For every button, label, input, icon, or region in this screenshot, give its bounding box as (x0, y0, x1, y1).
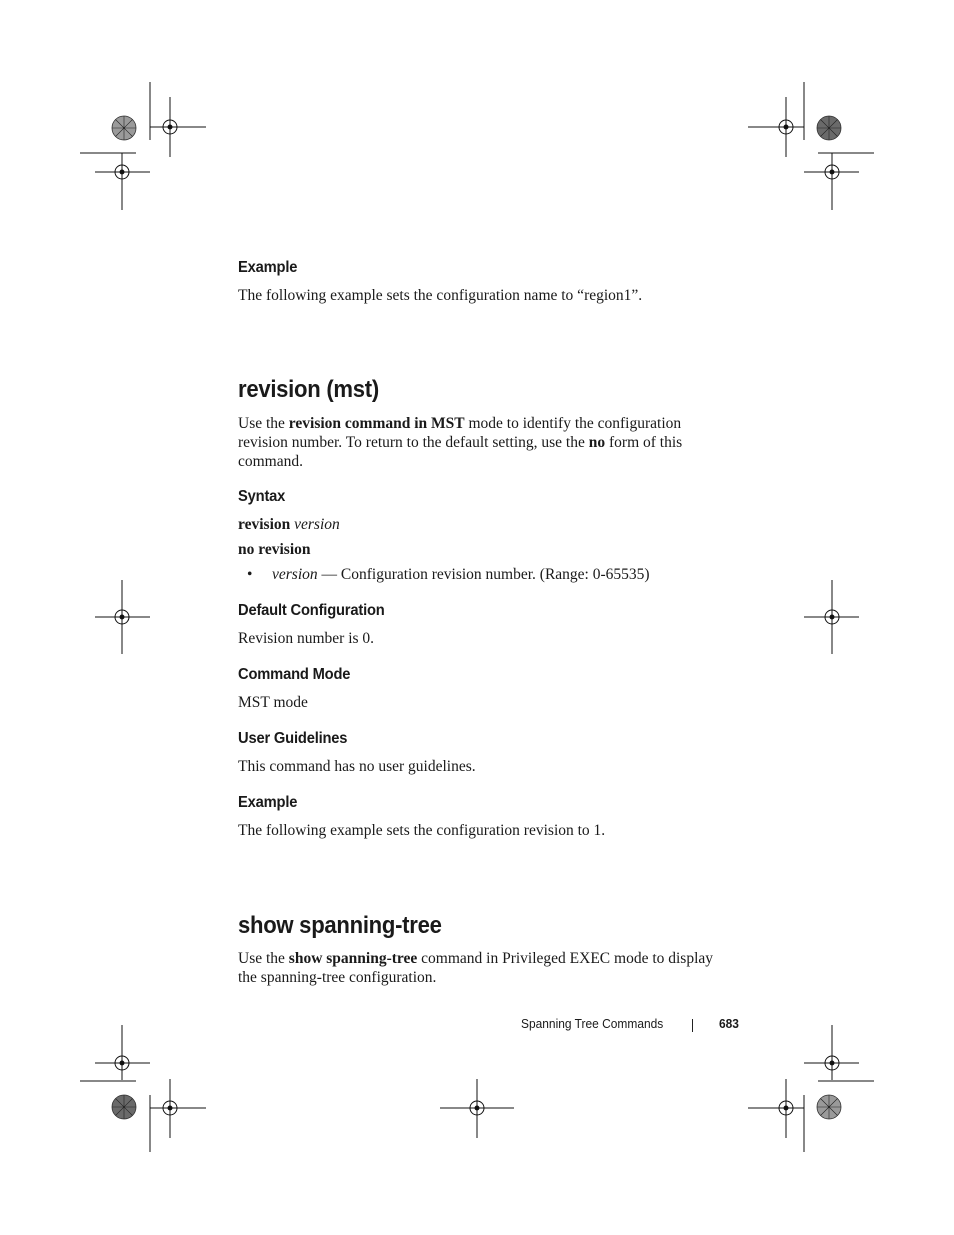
example-heading: Example (238, 259, 298, 276)
command-mode-text: MST mode (238, 694, 308, 711)
show-spanning-tree-cmd: show spanning-tree (288, 950, 418, 967)
syntax-line-1: revision version (238, 516, 340, 533)
no-keyword: no (588, 434, 606, 451)
bullet-icon: • (247, 566, 253, 583)
user-guidelines-heading: User Guidelines (238, 730, 348, 747)
footer-section-name: Spanning Tree Commands (521, 1016, 664, 1031)
example2-heading: Example (238, 794, 298, 811)
default-config-text: Revision number is 0. (238, 630, 375, 647)
show-spanning-tree-title: show spanning-tree (238, 912, 442, 939)
default-config-heading: Default Configuration (238, 602, 385, 619)
example2-text: The following example sets the configuration revision to 1. (238, 822, 606, 839)
command-mode-heading: Command Mode (238, 666, 351, 683)
syntax-heading: Syntax (238, 488, 286, 505)
user-guidelines-text: This command has no user guidelines. (238, 758, 476, 775)
revision-title: revision (mst) (238, 376, 379, 403)
footer-divider (692, 1019, 693, 1032)
show-spanning-tree-intro: Use the show spanning-tree command in Privileged EXEC mode to display the spanning-tree configuration. (238, 950, 714, 986)
syntax-parameter: version — Configuration revision number. (Range: 0-65535) (272, 566, 650, 583)
example-text: The following example sets the configuration name to “region1”. (238, 287, 643, 304)
syntax-line-2: no revision (238, 541, 311, 558)
page-number: 683 (719, 1016, 739, 1031)
revision-intro: Use the revision command in MST mode to identify the configuration revision number. To return to the default setting, use the no form of this command. (238, 415, 683, 470)
revision-cmd: revision command in MST (288, 415, 465, 432)
